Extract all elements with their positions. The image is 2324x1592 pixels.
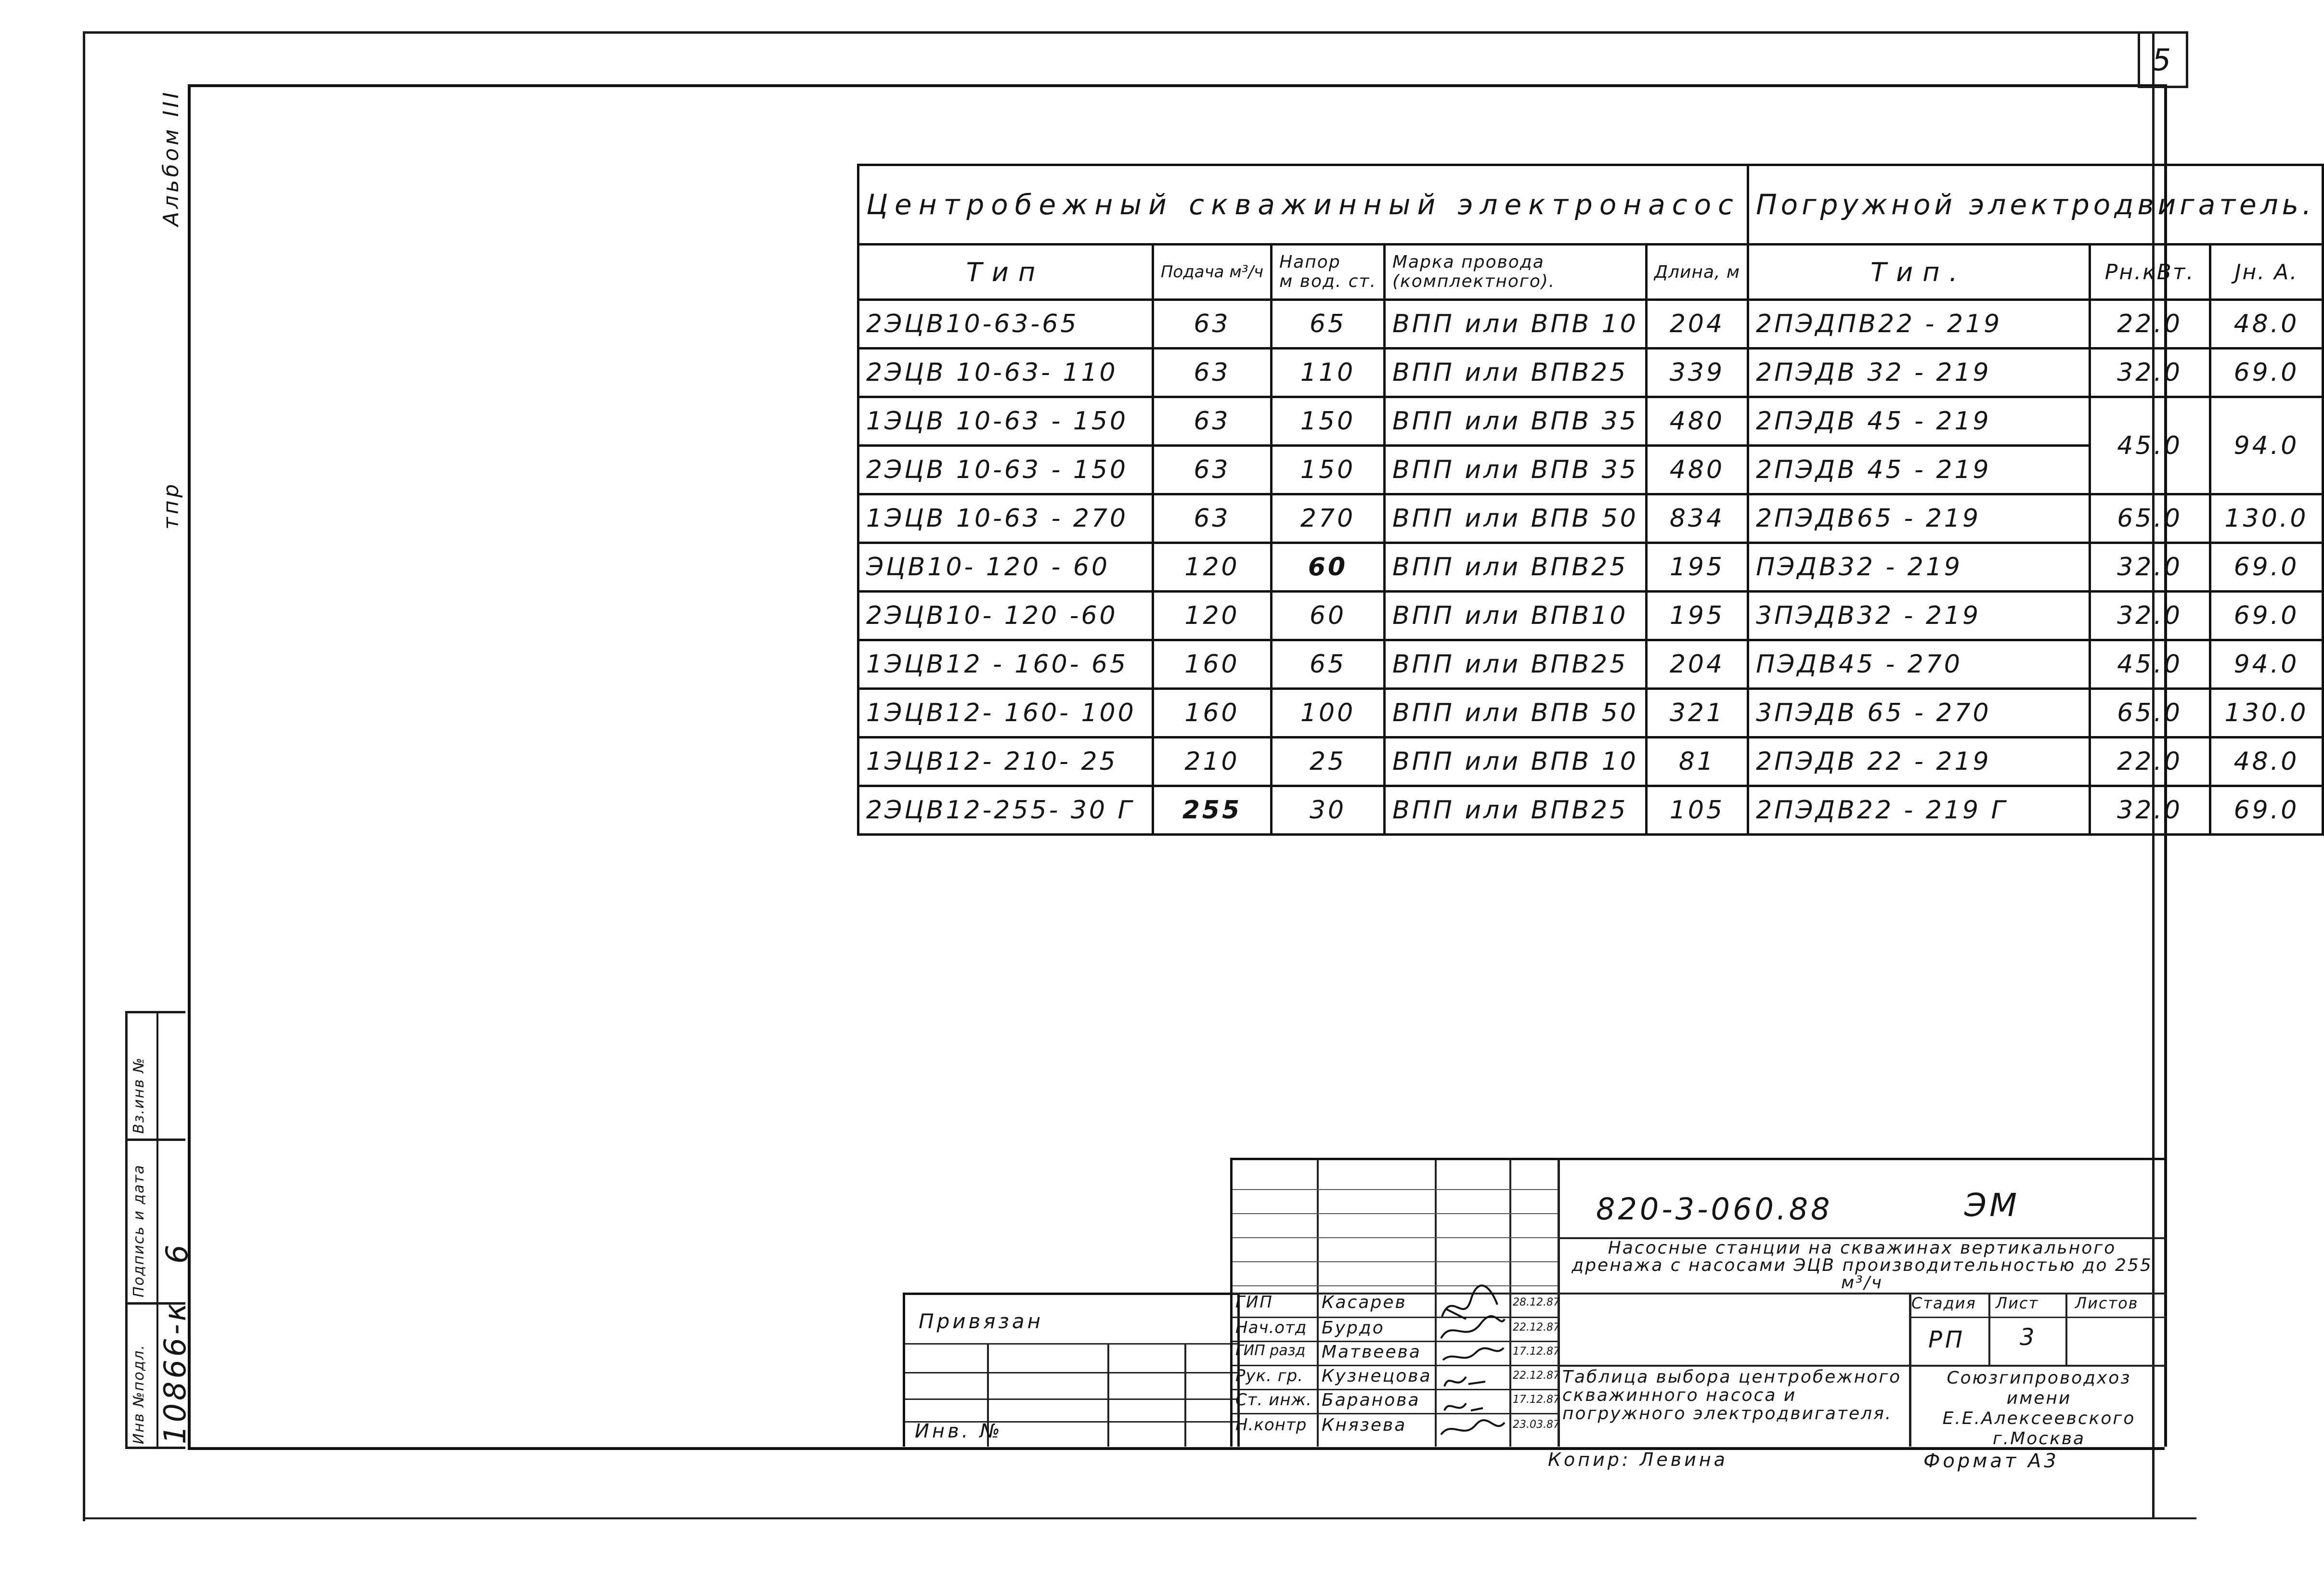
role-name: Князева	[1322, 1415, 1407, 1435]
wire: ВПП или ВПВ25	[1384, 640, 1646, 689]
head: 65	[1272, 300, 1385, 349]
role-label: ГИП разд	[1235, 1342, 1306, 1359]
role-date: 22.12.87	[1513, 1321, 1560, 1333]
pump-type: 1ЭЦВ12 - 160- 65	[858, 640, 1153, 689]
table-row	[858, 543, 2323, 592]
table-row	[858, 689, 2323, 738]
tb-line	[1233, 1237, 1558, 1238]
tb-line	[1233, 1189, 1558, 1190]
tb-line	[905, 1343, 1237, 1345]
copier-note: Копир: Левина	[1548, 1449, 1728, 1470]
tb-line	[1233, 1261, 1558, 1262]
pump-type: 2ЭЦВ10- 120 -60	[858, 592, 1153, 640]
table-row	[858, 786, 2323, 835]
role-name: Матвеева	[1322, 1342, 1421, 1362]
signature-3	[1443, 1348, 1504, 1360]
motor-type: 2ПЭДПВ22 - 219	[1748, 300, 2090, 349]
current: 94.0	[2210, 640, 2323, 689]
length: 480	[1646, 446, 1748, 494]
col-flow: Подача м³/ч	[1153, 245, 1271, 300]
role-name: Кузнецова	[1322, 1366, 1432, 1386]
group-motor-header: Погружной электродвигатель.	[1748, 165, 2323, 245]
length: 195	[1646, 543, 1748, 592]
current: 69.0	[2210, 592, 2323, 640]
role-date: 22.12.87	[1513, 1370, 1560, 1382]
motor-type: ПЭДВ45 - 270	[1748, 640, 2090, 689]
tb-vline	[1107, 1343, 1109, 1447]
wire: ВПП или ВПВ 50	[1384, 494, 1646, 543]
tb-line	[1909, 1317, 2167, 1318]
motor-type: 2ПЭДВ 45 - 219	[1748, 397, 2090, 446]
wire: ВПП или ВПВ25	[1384, 786, 1646, 835]
wire: ВПП или ВПВ 10	[1384, 738, 1646, 786]
pump-type: 1ЭЦВ12- 160- 100	[858, 689, 1153, 738]
motor-type: 2ПЭДВ 45 - 219	[1748, 446, 2090, 494]
head: 65	[1272, 640, 1385, 689]
flow: 63	[1153, 446, 1271, 494]
wire: ВПП или ВПВ 35	[1384, 446, 1646, 494]
flow: 63	[1153, 349, 1271, 397]
page-number: 5	[2138, 31, 2188, 88]
strip-separator	[128, 1139, 185, 1141]
table-row	[858, 349, 2323, 397]
col-wire-line2: (комплектного).	[1392, 272, 1556, 291]
wire: ВПП или ВПВ 50	[1384, 689, 1646, 738]
stage-value: РП	[1928, 1326, 1966, 1353]
col-motor-type: Тип.	[1748, 245, 2090, 300]
wire: ВПП или ВПВ10	[1384, 592, 1646, 640]
motor-type: 2ПЭДВ65 - 219	[1748, 494, 2090, 543]
motor-type: ПЭДВ32 - 219	[1748, 543, 2090, 592]
current: 69.0	[2210, 786, 2323, 835]
sheet-value: 3	[2020, 1324, 2038, 1351]
pump-type: 1ЭЦВ 10-63 - 270	[858, 494, 1153, 543]
signature-6	[1441, 1420, 1505, 1435]
flow: 120	[1153, 592, 1271, 640]
head: 270	[1272, 494, 1385, 543]
tb-vline	[1435, 1160, 1437, 1447]
motor-type: 2ПЭДВ22 - 219 Г	[1748, 786, 2090, 835]
tb-vline	[1184, 1343, 1186, 1447]
flow: 63	[1153, 494, 1271, 543]
title-block	[1230, 1158, 2167, 1447]
power: 22.0	[2090, 738, 2210, 786]
length: 204	[1646, 300, 1748, 349]
length: 81	[1646, 738, 1748, 786]
motor-type: 2ПЭДВ 32 - 219	[1748, 349, 2090, 397]
head: 60	[1272, 543, 1385, 592]
signature-4	[1444, 1377, 1485, 1386]
power: 22.0	[2090, 300, 2210, 349]
flow: 210	[1153, 738, 1271, 786]
organization: Союзгипроводхоз имени Е.Е.Алексеевского г.Москва	[1942, 1368, 2136, 1449]
wire: ВПП или ВПВ25	[1384, 349, 1646, 397]
pump-type: 2ЭЦВ 10-63- 110	[858, 349, 1153, 397]
role-name: Касарев	[1322, 1293, 1407, 1312]
role-label: Нач.отд	[1235, 1318, 1307, 1337]
wire: ВПП или ВПВ 10	[1384, 300, 1646, 349]
col-head-line1: Напор	[1279, 252, 1341, 272]
table-row	[858, 494, 2323, 543]
length: 195	[1646, 592, 1748, 640]
role-label: Н.контр	[1235, 1415, 1307, 1435]
inv-label: Инв №подл.	[130, 1344, 147, 1444]
current: 130.0	[2210, 689, 2323, 738]
sheet-label: Лист	[1996, 1294, 2039, 1312]
head: 100	[1272, 689, 1385, 738]
col-head	[1272, 245, 1385, 300]
doc-mark: ЭМ	[1964, 1187, 2020, 1224]
tb-line	[905, 1372, 1237, 1373]
wire: ВПП или ВПВ 35	[1384, 397, 1646, 446]
format-note: Формат А3	[1923, 1450, 2059, 1472]
table-row	[858, 640, 2323, 689]
table-row	[858, 738, 2323, 786]
inv-no-label: Инв. №	[915, 1420, 1003, 1442]
signature-5	[1444, 1403, 1483, 1411]
album-label: Альбом III	[159, 89, 183, 226]
project-title: Насосные станции на скважинах вертикального дренажа с насосами ЭЦВ производительностью до 255 м³/ч	[1571, 1238, 2153, 1293]
signature-2	[1441, 1316, 1505, 1338]
tpr-label: тпр	[159, 481, 183, 530]
vzam-label: Вз.инв №	[130, 1057, 147, 1134]
group-pump-header: Центробежный скважинный электронасос	[858, 165, 1748, 245]
col-head-line2: м вод. ст.	[1279, 272, 1376, 291]
pump-type: 1ЭЦВ 10-63 - 150	[858, 397, 1153, 446]
current: 130.0	[2210, 494, 2323, 543]
tb-line	[1233, 1213, 1558, 1214]
role-name: Бурдо	[1322, 1318, 1385, 1338]
head: 150	[1272, 446, 1385, 494]
pump-type: 2ЭЦВ12-255- 30 Г	[858, 786, 1153, 835]
motor-type: 2ПЭДВ 22 - 219	[1748, 738, 2090, 786]
doc-code: 820-3-060.88	[1596, 1191, 1833, 1227]
current: 48.0	[2210, 300, 2323, 349]
outer-frame-bottom	[83, 1517, 2196, 1519]
role-name: Баранова	[1322, 1390, 1420, 1410]
current: 69.0	[2210, 543, 2323, 592]
wire: ВПП или ВПВ25	[1384, 543, 1646, 592]
role-label: Ст. инж.	[1235, 1390, 1312, 1410]
length: 834	[1646, 494, 1748, 543]
pump-type: 1ЭЦВ12- 210- 25	[858, 738, 1153, 786]
flow: 63	[1153, 397, 1271, 446]
motor-type: 3ПЭДВ 65 - 270	[1748, 689, 2090, 738]
head: 30	[1272, 786, 1385, 835]
power: 32.0	[2090, 349, 2210, 397]
head: 25	[1272, 738, 1385, 786]
head: 110	[1272, 349, 1385, 397]
current: 69.0	[2210, 349, 2323, 397]
role-date: 28.12.87	[1513, 1296, 1560, 1308]
tb-vline	[1317, 1160, 1319, 1447]
power-merged: 45.0	[2090, 397, 2210, 494]
inv-value: 10866-к	[157, 1300, 193, 1444]
signature-1	[1442, 1285, 1497, 1319]
current: 48.0	[2210, 738, 2323, 786]
flow: 255	[1153, 786, 1271, 835]
role-date: 17.12.87	[1513, 1394, 1560, 1406]
tb-line	[1558, 1365, 2167, 1367]
sheet-title: Таблица выбора центробежного скважинного насоса и погружного электродвигателя.	[1562, 1367, 1902, 1424]
flow: 120	[1153, 543, 1271, 592]
head: 150	[1272, 397, 1385, 446]
privyazan-label: Привязан	[919, 1309, 1044, 1333]
col-power: Рн.кВт.	[2090, 245, 2210, 300]
head: 60	[1272, 592, 1385, 640]
role-date: 17.12.87	[1513, 1346, 1560, 1358]
length: 339	[1646, 349, 1748, 397]
table-row	[858, 300, 2323, 349]
role-label: Рук. гр.	[1235, 1366, 1304, 1385]
sign-label: Подпись и дата	[130, 1164, 147, 1297]
motor-type: 3ПЭДВ32 - 219	[1748, 592, 2090, 640]
tb-line	[905, 1398, 1237, 1400]
power: 65.0	[2090, 494, 2210, 543]
flow: 63	[1153, 300, 1271, 349]
power: 32.0	[2090, 592, 2210, 640]
length: 105	[1646, 786, 1748, 835]
table-row	[858, 397, 2323, 446]
power: 32.0	[2090, 543, 2210, 592]
table-row	[858, 592, 2323, 640]
sheets-label: Листов	[2075, 1294, 2139, 1312]
length: 321	[1646, 689, 1748, 738]
signatures	[1437, 1271, 1509, 1447]
pump-type: 2ЭЦВ10-63-65	[858, 300, 1153, 349]
col-wire	[1384, 245, 1646, 300]
pump-type: 2ЭЦВ 10-63 - 150	[858, 446, 1153, 494]
role-label: ГИП	[1235, 1293, 1273, 1312]
col-type: Тип	[858, 245, 1153, 300]
length: 204	[1646, 640, 1748, 689]
tb-vline	[1988, 1293, 1990, 1365]
col-wire-line1: Марка провода	[1392, 252, 1545, 272]
stage-label: Стадия	[1911, 1294, 1976, 1312]
pump-type: ЭЦВ10- 120 - 60	[858, 543, 1153, 592]
power: 65.0	[2090, 689, 2210, 738]
col-current: Jн. А.	[2210, 245, 2323, 300]
flow: 160	[1153, 640, 1271, 689]
current-merged: 94.0	[2210, 397, 2323, 494]
power: 32.0	[2090, 786, 2210, 835]
flow: 160	[1153, 689, 1271, 738]
length: 480	[1646, 397, 1748, 446]
tb-vline	[1509, 1160, 1511, 1447]
tb-vline	[2065, 1293, 2067, 1365]
sign-value: 6	[159, 1242, 195, 1264]
col-length: Длина, м	[1646, 245, 1748, 300]
left-approval-strip	[125, 1011, 195, 1449]
tb-vline	[1909, 1293, 1911, 1447]
power: 45.0	[2090, 640, 2210, 689]
role-date: 23.03.87	[1513, 1419, 1560, 1431]
binding-block	[903, 1293, 1240, 1447]
selection-table	[857, 164, 2324, 836]
